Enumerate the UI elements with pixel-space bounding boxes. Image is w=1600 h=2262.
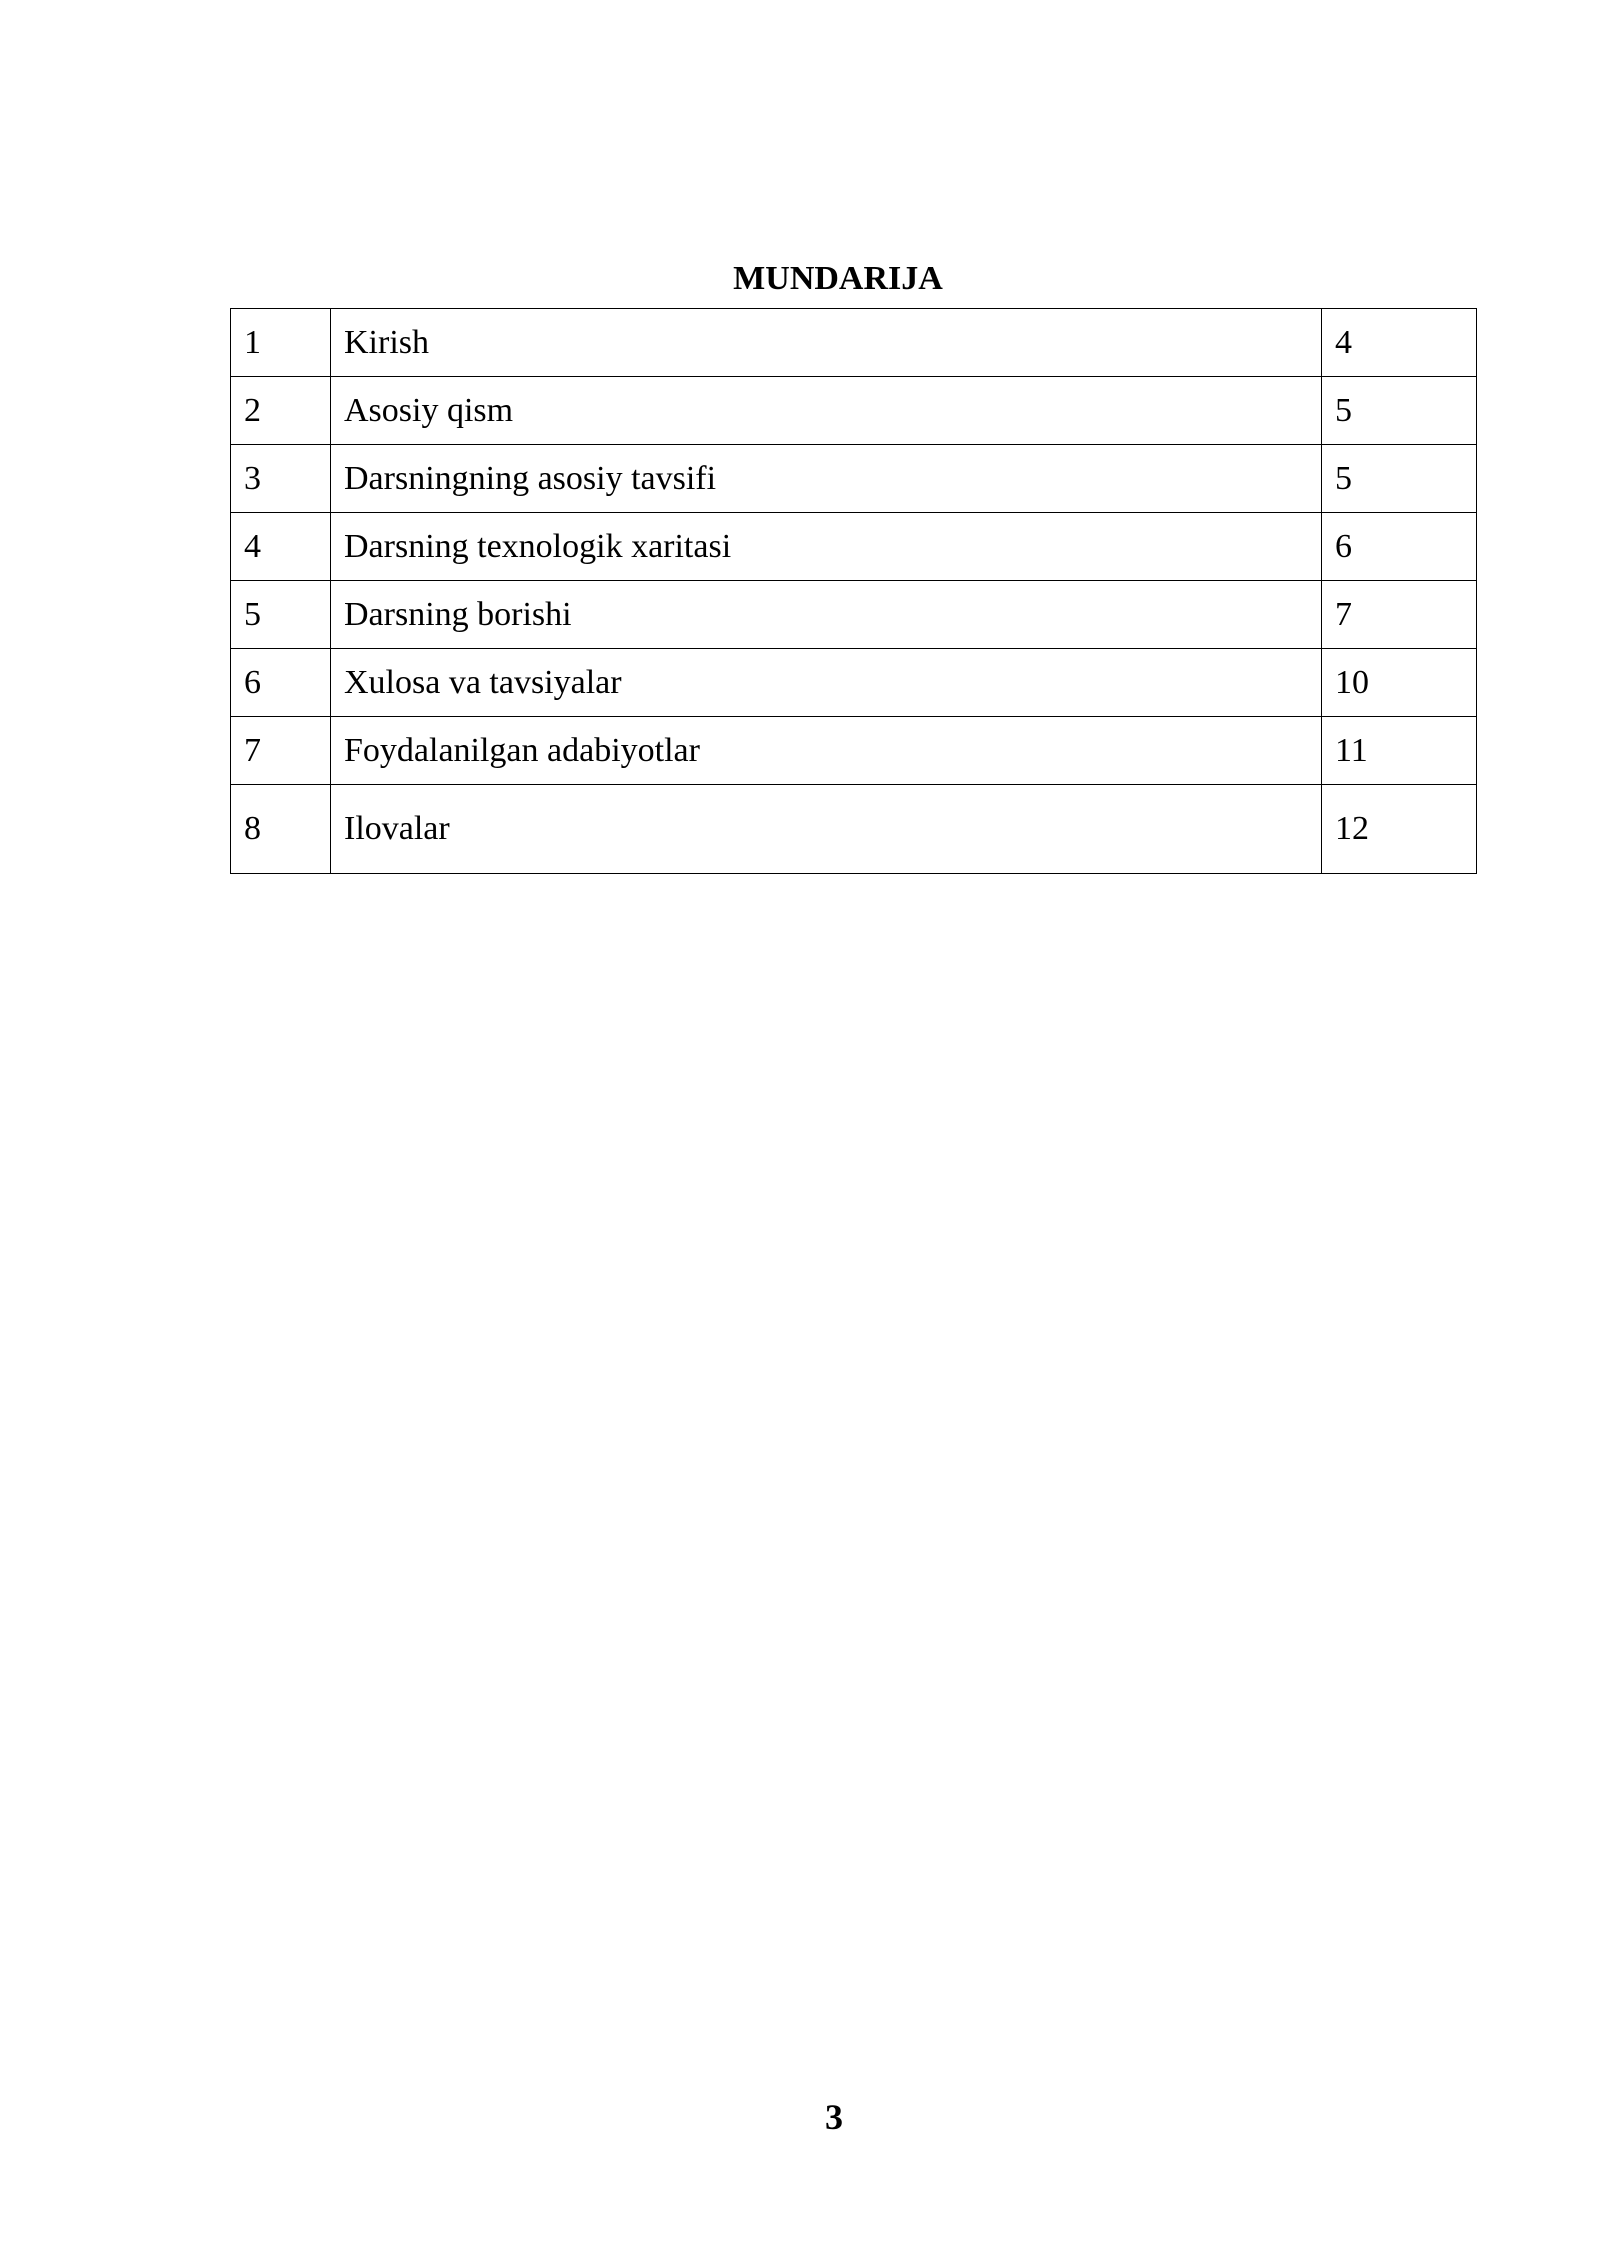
toc-item-number: 6	[231, 649, 331, 717]
table-row	[231, 513, 1477, 581]
table-row	[231, 717, 1477, 785]
toc-item-label: Foydalanilgan adabiyotlar	[331, 717, 1322, 785]
toc-item-number: 1	[231, 309, 331, 377]
toc-item-label: Darsning borishi	[331, 581, 1322, 649]
toc-item-label: Xulosa va tavsiyalar	[331, 649, 1322, 717]
toc-item-label: Ilovalar	[331, 785, 1322, 874]
toc-item-label: Kirish	[331, 309, 1322, 377]
toc-item-page: 11	[1322, 717, 1477, 785]
toc-item-number: 4	[231, 513, 331, 581]
toc-item-label: Darsning texnologik xaritasi	[331, 513, 1322, 581]
toc-item-page: 5	[1322, 445, 1477, 513]
toc-item-page: 4	[1322, 309, 1477, 377]
table-row	[231, 785, 1477, 874]
toc-item-number: 7	[231, 717, 331, 785]
table-of-contents	[230, 308, 1477, 874]
toc-item-page: 12	[1322, 785, 1477, 874]
toc-item-page: 5	[1322, 377, 1477, 445]
page-number: 3	[825, 2097, 843, 2137]
toc-item-number: 2	[231, 377, 331, 445]
table-row	[231, 445, 1477, 513]
toc-item-page: 10	[1322, 649, 1477, 717]
toc-item-number: 3	[231, 445, 331, 513]
toc-item-label: Asosiy qism	[331, 377, 1322, 445]
table-row	[231, 377, 1477, 445]
toc-item-label: Darsningning asosiy tavsifi	[331, 445, 1322, 513]
toc-item-page: 6	[1322, 513, 1477, 581]
page-title: MUNDARIJA	[733, 260, 943, 297]
table-row	[231, 581, 1477, 649]
table-row	[231, 649, 1477, 717]
toc-item-number: 8	[231, 785, 331, 874]
toc-item-page: 7	[1322, 581, 1477, 649]
table-row	[231, 309, 1477, 377]
toc-item-number: 5	[231, 581, 331, 649]
